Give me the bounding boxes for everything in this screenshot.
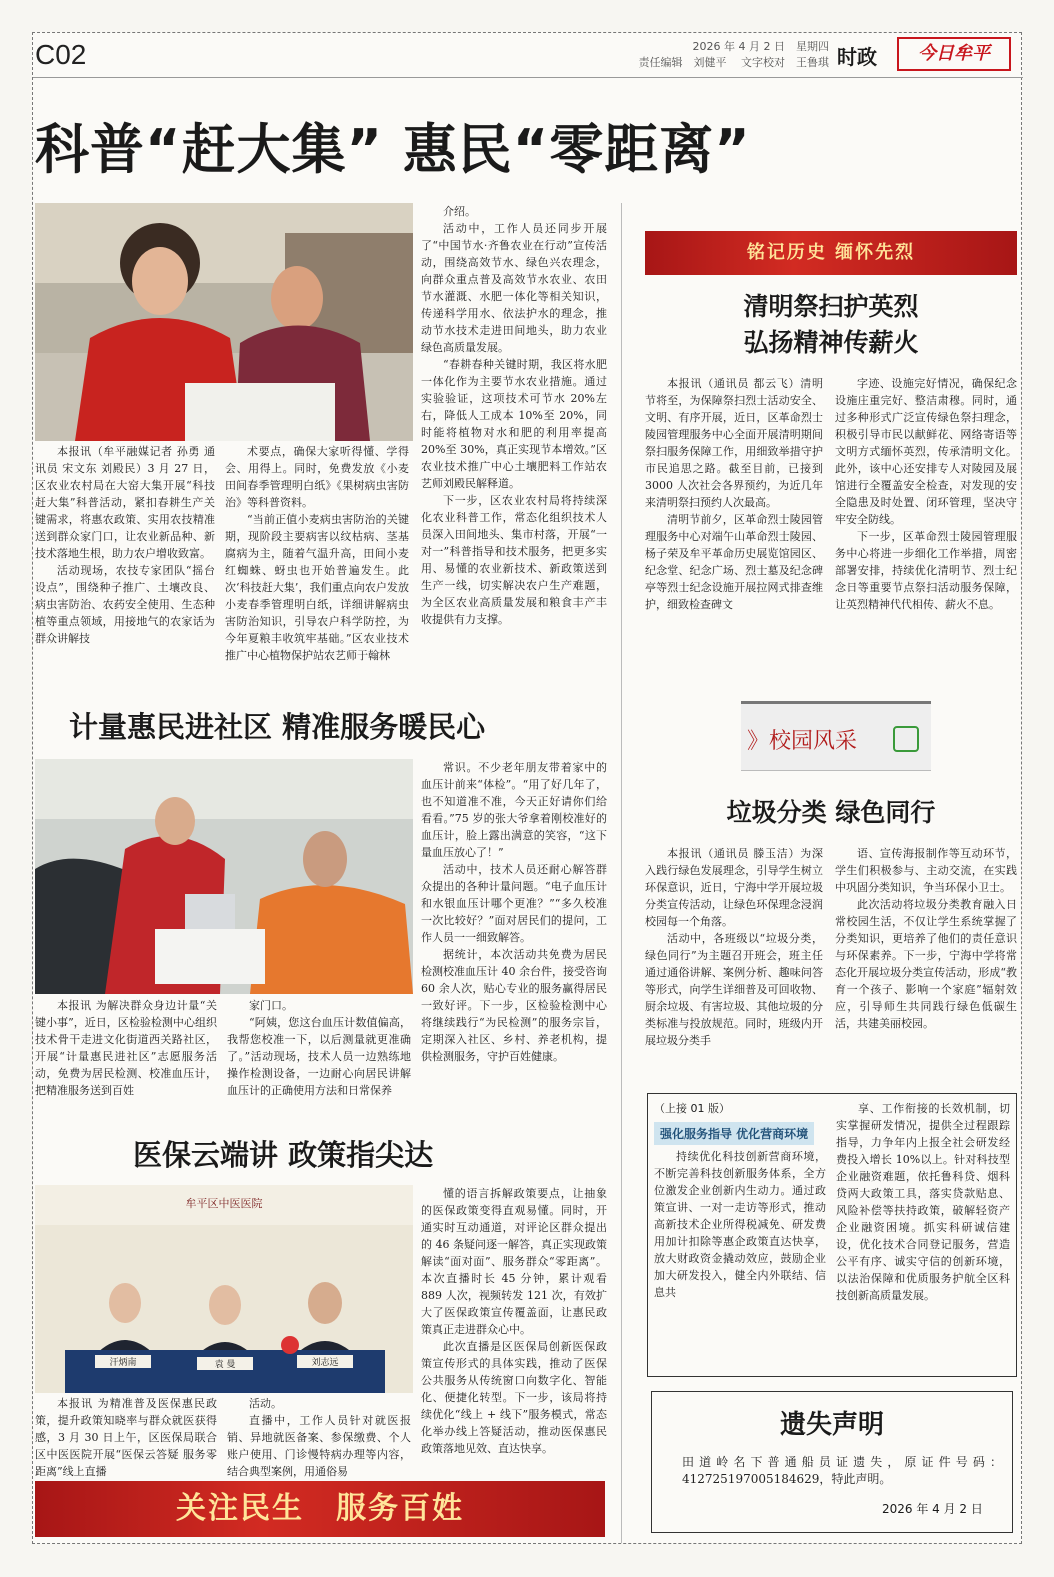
article3-col3-text-para: 此次直播是区医保局创新医保政策宣传形式的具体实践，推动了医保公共服务从传统窗口向数字化、智能化、便捷化转型。下一步，该局将持续优化“线上 + 线下”服务模式，常态化举办线上答疑活动，推动医保惠民政策落地见效、直达快享。 <box>421 1340 607 1455</box>
article5-col1-text-para: 活动中，各班级以“垃圾分类，绿色同行”为主题召开班会，班主任通过通俗讲解、案例分析、趣味问答等形式，向学生详细普及可回收物、厨余垃圾、有害垃圾、其他垃圾的分类标准与投放规范。同时，班级内开展垃圾分类手 <box>645 932 823 1047</box>
article3-col2 <box>227 1395 411 1478</box>
article1-col1-text: 本报讯（牟平融媒记者 孙勇 通讯员 宋文东 刘殿民）3 月 27 日，区农业农村局在大窑大集开展“科技赶大集”科普活动，紧扣春耕生产关键需求，将惠农政策、实用农技精准送到群众家门口，让农业新品种、新技术落地生根，助力农户增收致富。 <box>35 445 215 560</box>
article4-col2-text-para: 下一步，区革命烈士陵园管理服务中心将进一步细化工作举措，周密部署安排，持续优化清明节、烈士纪念日等重要节点祭扫活动服务保障，让英烈精神代代相传、薪火不息。 <box>835 530 1017 611</box>
article2-col2-text-para: “阿姨，您这台血压计数值偏高，我帮您校准一下，以后测量就更准确了。”活动现场，技术人员一边熟练地操作检测设备，一边耐心向居民讲解血压计的正确使用方法和日常保养 <box>227 1016 411 1097</box>
main-headline: 科普“赶大集” 惠民“零距离” <box>35 118 751 181</box>
article1-col3-text-para: 活动中，工作人员还同步开展了“中国节水·齐鲁农业在行动”宣传活动，围绕高效节水、绿色兴农理念，向群众重点普及高效节水农业、农田节水灌溉、水肥一体化等相关知识，传递科学用水、依法护水的理念，推动节水技术走进田间地头，助力农业绿色高质量发展。 <box>421 222 607 354</box>
page-number: C02 <box>35 39 87 70</box>
article4-col1-text: 本报讯（通讯员 都云飞）清明节将至，为保障祭扫烈士活动安全、文明、有序开展，近日，区革命烈士陵园管理服务中心全面开展清明期间祭扫服务保障工作，用细致举措守护市民追思之路。截至目前，已接到 3000 人次社会各界预约，为近几年来清明祭扫预约人次最高。 <box>645 377 823 509</box>
notice-title: 遗失声明 <box>779 1410 884 1440</box>
article2-headline: 计量惠民进社区 精准服务暖民心 <box>69 710 486 744</box>
name-card-3: 刘志远 <box>297 1355 353 1368</box>
article4-col2-text: 字迹、设施完好情况，确保纪念设施庄重完好、整洁肃穆。同时，通过多种形式广泛宣传绿色祭扫理念，积极引导市民以献鲜花、网络寄语等文明方式缅怀英烈，传承清明文化。此外，该中心还安排专人对陵园及展馆进行全覆盖安全检查，对发现的安全隐患及时处置、闭环管理，坚决守牢安全防线。 <box>835 377 1017 526</box>
issue-date: 2026 年 4 月 2 日 星期四 <box>692 40 829 53</box>
article1-col3-text-para: 下一步，区农业农村局将持续深化农业科普工作，常态化组织技术人员深入田间地头、集市村落，开展“一对一”科普指导和技术服务，把更多实用、易懂的农业新技术、新政策送到生产一线，切实解决农户生产难题，为全区农业高质量发展和粮食丰产丰收提供有力支撑。 <box>421 494 607 626</box>
runner-icon <box>893 726 919 752</box>
photo-calibration-service <box>35 759 413 994</box>
article2-col1-text: 本报讯 为解决群众身边计量“关键小事”，近日，区检验检测中心组织技术骨干走进文化街道西关路社区，开展“计量惠民进社区”志愿服务活动，免费为居民检测、校准血压计，把精准服务送到百姓 <box>35 999 217 1097</box>
article5-col1 <box>645 845 823 1075</box>
article2-col3-text-para: 据统计，本次活动共免费为居民检测校准血压计 40 余台件，接受咨询 60 余人次，贴心专业的服务赢得居民一致好评。下一步，区检验检测中心将继续践行“为民检测”的服务宗旨，定期深入社区、乡村、养老机构，提供检测服务，守护百姓健康。 <box>421 948 607 1063</box>
article1-col2-text-para: “当前正值小麦病虫害防治的关键期，现阶段主要病害以纹枯病、茎基腐病为主，随着气温升高，田间小麦红蜘蛛、蚜虫也开始普遍发生。此次‘科技赶大集’，我们重点向农户发放小麦春季管理明白纸，详细讲解病虫害防治知识，引导农户科学防控，为今年夏粮丰收筑牢基础。”区农业技术推广中心植物保护站农艺师于翰林 <box>225 513 409 662</box>
article3-col3 <box>421 1185 607 1475</box>
article6-tag: 强化服务指导 优化营商环境 <box>654 1122 814 1145</box>
bottom-banner: 关注民生 服务百姓 <box>35 1481 605 1537</box>
article6-col1 <box>654 1148 826 1372</box>
newspaper-page <box>32 32 1022 1544</box>
header-rule <box>33 77 1023 78</box>
article6-col2-text: 享、工作衔接的长效机制，切实掌握研发情况，提供全过程跟踪指导，力争年内上报全社会研发经费投入增长 10%以上。针对科技型企业融资难题，依托鲁科贷、烟科贷两大政策工具，落实贷款贴息、风险补偿等扶持政策，破解轻资产企业融资困境。抓实科研诚信建设，优化技术合同登记服务，营造公平有序、诚实守信的创新环境，以法治保障和优质服务护航全区科技创新高质量发展。 <box>836 1102 1010 1302</box>
article5-col2-text-para: 此次活动将垃圾分类教育融入日常校园生活，不仅让学生系统掌握了分类知识，更培养了他们的责任意识与环保素养。下一步，宁海中学将常态化开展垃圾分类宣传活动，形成“教育一个孩子、影响一个家庭”辐射效应，引导师生共同践行绿色低碳生活，共建美丽校园。 <box>835 898 1017 1030</box>
article3-col1-text: 本报讯 为精准普及医保惠民政策，提升政策知晓率与群众就医获得感，3 月 30 日上午，区医保局联合区中医医院开展“医保云答疑 服务零距离”线上直播 <box>35 1397 217 1478</box>
article3-col2-text: 活动。 <box>249 1397 282 1410</box>
lost-notice-box <box>651 1391 1013 1533</box>
article3-col1 <box>35 1395 217 1478</box>
article3-col3-text: 懂的语言拆解政策要点，让抽象的医保政策变得直观易懂。同时，开通实时互动通道，对评论区群众提出的 46 条疑问逐一解答，真正实现政策解读“面对面”、服务群众“零距离”。本次直播时长 45 分钟，累计观看 889 人次，视频转发 121 次，有效扩大了医保政策宣传覆盖面，让惠民政策真正走进群众心中。 <box>421 1187 607 1336</box>
article1-col3-text: 介绍。 <box>443 205 476 218</box>
article1-col3 <box>421 203 607 718</box>
article1-col3-text-para: “春耕春种关键时期，我区将水肥一体化作为主要节水农业措施。通过实验验证，这项技术可节水 20%左右，降低人工成本 10%至 20%，同时能将植物对水和肥的利用率提高 20%至 30%，真正实现节本增效。”区农业技术推广中心土壤肥料工作站农艺师刘殿民解释道。 <box>421 358 607 490</box>
article4-headline-line2: 弘扬精神传薪火 <box>743 328 919 357</box>
name-card-1: 汗炳南 <box>95 1355 151 1368</box>
article6-col1-text: 持续优化科技创新营商环境，不断完善科技创新服务体系，全方位激发企业创新内生动力。通过政策宣讲、一对一走访等形式，推动高新技术企业所得税减免、研发费用加计扣除等惠企政策直达快享，放大财政资金撬动效应，鼓励企业加大研发投入，健全内外联结、信息共 <box>654 1150 826 1299</box>
article5-col1-text: 本报讯（通讯员 滕玉洁）为深入践行绿色发展理念，引导学生树立环保意识，近日，宁海中学开展垃圾分类宣传活动，让绿色环保理念浸润校园每一个角落。 <box>645 847 823 928</box>
livestream-banner: 牟平区中医医院 <box>185 1197 263 1210</box>
article2-col2 <box>227 997 411 1097</box>
article4-col1-text-para: 清明节前夕，区革命烈士陵园管理服务中心对端午山革命烈士陵园、杨子荣及牟平革命历史展览馆园区、纪念堂、纪念广场、烈士墓及纪念碑亭等烈士纪念设施开展拉网式排查维护，细致检查碑文 <box>645 513 823 611</box>
photo-market-outreach <box>35 203 413 441</box>
page-meta <box>593 39 829 71</box>
continued-marker: （上接 01 版） <box>654 1102 730 1115</box>
article2-col3 <box>421 759 607 1079</box>
editors: 责任编辑 刘健平 文字校对 王鲁琪 <box>638 56 829 69</box>
article6-col2 <box>836 1100 1010 1372</box>
article1-col2-text: 术要点，确保大家听得懂、学得会、用得上。同时，免费发放《小麦田间春季管理明白纸》《果树病虫害防治》等科普资料。 <box>225 445 409 509</box>
continued-article-box <box>647 1093 1017 1377</box>
article5-col2-text: 语、宣传海报制作等互动环节，学生们积极参与、主动交流，在实践中巩固分类知识，争当环保小卫士。 <box>835 847 1017 894</box>
photo-livestream <box>35 1185 413 1393</box>
article4-headline-line1: 清明祭扫护英烈 <box>743 292 919 321</box>
article3-col2-text-para: 直播中，工作人员针对就医报销、异地就医备案、参保缴费、个人账户使用、门诊慢特病办理等内容，结合典型案例，用通俗易 <box>227 1414 411 1478</box>
notice-body: 田道岭名下普通船员证遗失，原证件号码：412725197005184629，特此声明。 <box>682 1455 1002 1486</box>
article1-col2 <box>225 443 409 718</box>
article5-col2 <box>835 845 1017 1075</box>
article2-col3-text: 常识。不少老年朋友带着家中的血压计前来“体检”。“用了好几年了，也不知道准不准，今天正好请你们给看看。”75 岁的张大爷拿着刚校准好的血压计，脸上露出满意的笑容，“这下量血压放心了！” <box>421 761 607 859</box>
article2-col3-text-para: 活动中，技术人员还耐心解答群众提出的各种计量问题。“电子血压计和水银血压计哪个更准？”“多久校准一次比较好？”面对居民们的提问，工作人员一一细致解答。 <box>421 863 607 944</box>
article5-headline: 垃圾分类 绿色同行 <box>726 798 936 827</box>
ribbon-remember-history: 铭记历史 缅怀先烈 <box>645 231 1017 275</box>
article3-headline: 医保云端讲 政策指尖达 <box>133 1138 434 1172</box>
campus-tag-label: 》校园风采 <box>747 729 858 754</box>
article1-col1-text-para: 活动现场，农技专家团队“摇台设点”，围绕种子推广、土壤改良、病虫害防治、农药安全使用、生态种植等重点领域，用接地气的农家话为群众讲解技 <box>35 564 215 645</box>
article4-col2 <box>835 375 1017 665</box>
article4-col1 <box>645 375 823 665</box>
section-label: 时政 <box>837 45 877 69</box>
campus-tag <box>741 701 931 771</box>
column-divider <box>621 203 622 1543</box>
article2-col2-text: 家门口。 <box>249 999 293 1012</box>
notice-date: 2026 年 4 月 2 日 <box>882 1502 983 1516</box>
newspaper-logo: 今日牟平 <box>897 37 1011 71</box>
article1-col1 <box>35 443 215 718</box>
article2-col1 <box>35 997 217 1097</box>
name-card-2: 袁 曼 <box>197 1357 253 1370</box>
